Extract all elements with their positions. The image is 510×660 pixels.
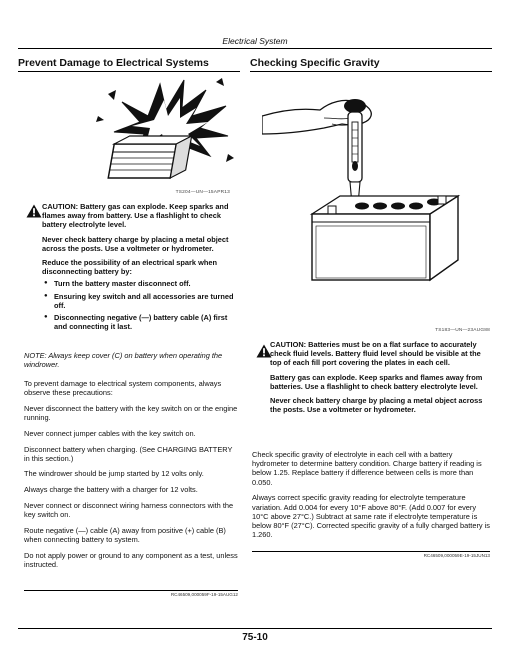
left-note: NOTE: Always keep cover (C) on battery when operating the windrower. — [24, 351, 223, 370]
right-caution-paragraph: CAUTION: Batteries must be on a flat surface to accurately check fluid levels. Battery fluid level should be visible at the top of each fill port covering the plates in each cell. — [270, 340, 481, 368]
left-paragraph: Do not apply power or ground to any component as a test, unless instructed. — [24, 550, 238, 569]
bullet-item: ● Ensuring key switch and all accessories are turned off. — [42, 292, 237, 310]
right-paragraph: Check specific gravity of electrolyte in each cell with a battery hydrometer to determine battery condition. Charge battery if reading is below 1.25. Replace battery if difference between cells is more than 0.050. — [252, 450, 482, 487]
left-paragraph: Route negative (—) cable (A) away from positive (+) cable (B) when connecting battery to system. — [24, 525, 226, 544]
hydrometer-battery-illustration — [262, 88, 492, 328]
left-paragraph: Always charge the battery with a charger for 12 volts. — [24, 485, 198, 495]
right-paragraph: Always correct specific gravity reading for electrolyte temperature variation. Add 0.004 for every 10°F above 80°F. (Add 0.007 for every 10°C above 27°C.) Subtract at same rate if electrolyte temperature is below 80°F (27°C). Corrected specific gravity of a fully charged battery is 1.260. — [252, 493, 490, 540]
bullet-item: ● Disconnecting negative (—) battery cable (A) first and connecting it last. — [42, 313, 237, 331]
left-ref-divider — [24, 590, 238, 591]
page-header-title: Electrical System — [222, 36, 288, 46]
bullet-item: ● Turn the battery master disconnect off. — [42, 279, 237, 288]
battery-explosion-illustration — [88, 76, 238, 186]
left-caution-block — [42, 202, 237, 334]
right-body — [252, 450, 490, 546]
left-caution-paragraph: Never check battery charge by placing a metal object across the posts. Use a voltmeter or hydrometer. — [42, 234, 229, 253]
left-body — [24, 379, 238, 576]
left-figure-caption: TS204—UN—15APR13 — [175, 190, 230, 195]
left-paragraph: The windrower should be jump started by 12 volts only. — [24, 469, 204, 479]
right-caution-block — [270, 340, 492, 419]
right-section-title: Checking Specific Gravity — [250, 57, 380, 69]
left-section-title: Prevent Damage to Electrical Systems — [18, 57, 209, 69]
right-title-divider — [250, 71, 492, 72]
left-caution-bullets — [42, 279, 237, 331]
left-reference-code: RC46509,000059F-19-15AUG12 — [170, 592, 238, 597]
header-divider — [18, 48, 492, 49]
left-paragraph: Never connect jumper cables with the key switch on. — [24, 428, 196, 438]
right-caution-paragraph: Battery gas can explode. Keep sparks and flames away from batteries. Use a flashlight to check battery electrolyte level. — [270, 372, 483, 391]
left-caution-paragraph: CAUTION: Battery gas can explode. Keep sparks and flames away from battery. Use a flashlight to check battery electrolyte level. — [42, 202, 229, 230]
left-paragraph: Never disconnect the battery with the key switch on or the engine running. — [24, 403, 238, 423]
caution-icon — [26, 204, 42, 223]
left-caution-paragraph: Reduce the possibility of an electrical spark when disconnecting battery by: — [42, 258, 217, 277]
right-figure-caption: TS183—UN—23AUG88 — [435, 328, 490, 333]
right-ref-divider — [252, 551, 490, 552]
left-title-divider — [18, 71, 240, 72]
right-reference-code: RC46509,000059E-19-15JUN13 — [423, 553, 490, 558]
left-paragraph: Never connect or disconnect wiring harness connectors with the key switch on. — [24, 500, 234, 520]
left-paragraph: Disconnect battery when charging. (See CHARGING BATTERY in this section.) — [24, 444, 233, 463]
page-number: 75-10 — [242, 632, 268, 643]
right-caution-paragraph: Never check battery charge by placing a metal object across the posts. Use a voltmeter or hydrometer. — [270, 396, 483, 415]
left-paragraph: To prevent damage to electrical system components, always observe these precautions: — [24, 379, 222, 398]
footer-divider — [18, 628, 492, 629]
